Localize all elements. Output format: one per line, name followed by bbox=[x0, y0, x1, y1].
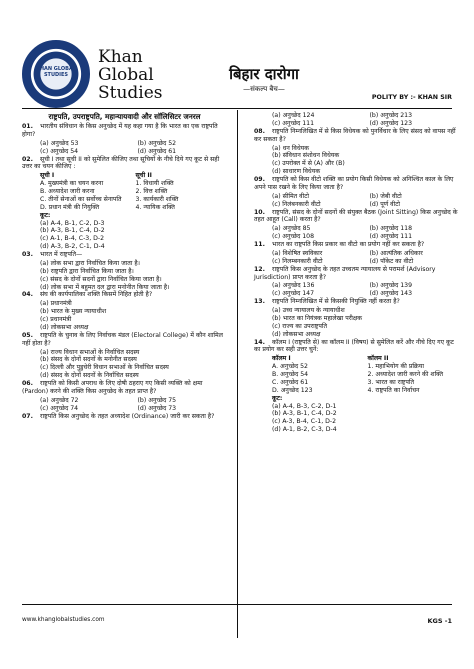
code-option: (d) A-3, B-2, C-1, D-4 bbox=[40, 243, 105, 251]
options-03 bbox=[22, 260, 227, 292]
page-footer bbox=[22, 612, 452, 632]
option: (a) अनुच्छेद 136 bbox=[272, 282, 315, 290]
option: (b) भारत के मुख्य न्यायाधीश bbox=[40, 308, 107, 316]
column-head: कॉलम I bbox=[272, 355, 291, 363]
column-head: सूची I bbox=[40, 172, 55, 180]
brand-name bbox=[98, 48, 163, 102]
option: (d) संसद के दोनों सदनों के निर्वाचित सदस्य bbox=[40, 372, 139, 380]
option: (c) निलंबनकारी वीटो bbox=[272, 200, 321, 208]
option: (a) अनुच्छेद 85 bbox=[272, 225, 311, 233]
column-head: कॉलम II bbox=[367, 355, 389, 363]
brand-line: Khan bbox=[98, 47, 143, 67]
option: (a) प्रधानमंत्री bbox=[40, 300, 72, 308]
match-item: B. अनुच्छेद 54 bbox=[272, 371, 309, 378]
match-item: C. अनुच्छेद 61 bbox=[272, 378, 309, 386]
option: (b) संविधान संशोधन विधेयक bbox=[272, 152, 340, 160]
option: (a) सीमित वीटो bbox=[272, 192, 309, 200]
question-03: 03. भारत में राष्ट्रपति— bbox=[22, 251, 83, 258]
option: (a) राज्य विधान सभाओं के निर्वाचित सदस्य bbox=[40, 348, 140, 356]
code-option: (a) A-4, B-3, C-2, D-1 bbox=[272, 402, 337, 410]
options-01 bbox=[22, 140, 227, 156]
option: (c) राज्य का उपराष्ट्रपति bbox=[272, 322, 328, 330]
match-item: 4. न्यायिक शक्ति bbox=[135, 203, 175, 211]
match-item: A. मुख्यमंत्री का चयन करना bbox=[40, 180, 104, 188]
question-01: 01. भारतीय संविधान के किस अनुच्छेद में यह कहा गया है कि भारत का एक राष्ट्रपति होगा? bbox=[22, 123, 218, 138]
question-14: 14. कॉलम I (राष्ट्रपति से) का कॉलम II (विषय) से सुमेलित करें और नीचे दिए गए कूट का प्रयोग कर सही उत्तर चुनें: bbox=[254, 338, 454, 354]
option: (d) अनुच्छेद 123 bbox=[369, 119, 413, 127]
option: (a) उच्च न्यायालय के न्यायाधीश bbox=[272, 307, 345, 314]
option: (b) अनुच्छेद 75 bbox=[137, 396, 177, 404]
option: (c) उपरोक्त में से (A) और (B) bbox=[272, 160, 345, 168]
option: (c) अनुच्छेद 74 bbox=[40, 404, 79, 412]
option: (d) अनुच्छेद 61 bbox=[137, 147, 177, 155]
section-heading: राष्ट्रपति, उपराष्ट्रपति, महान्यायवादी और सॉलिसिटर जनरल bbox=[48, 112, 201, 121]
code-option: (a) A-4, B-1, C-2, D-3 bbox=[40, 219, 105, 227]
options-09 bbox=[254, 193, 459, 209]
match-table-14 bbox=[254, 355, 459, 394]
option: (d) लोकसभा अध्यक्ष bbox=[40, 323, 89, 331]
match-item: D. प्रधान मंत्री की नियुक्ति bbox=[40, 203, 100, 211]
options-08 bbox=[254, 145, 459, 177]
question-06: 06. राष्ट्रपति को किसी अपराध के लिए दोषी ठहराए गए किसी व्यक्ति को क्षमा (Pardon) करने की शक्ति किस अनुच्छेद के तहत प्राप्त है? bbox=[22, 380, 203, 395]
option: (c) दिल्ली और पुडुचेरी विधान सभाओं के निर्वाचित सदस्य bbox=[40, 364, 169, 372]
header-rule bbox=[22, 108, 452, 109]
option: (d) अनुच्छेद 111 bbox=[369, 233, 413, 241]
code-option: (c) A-1, B-4, C-3, D-2 bbox=[40, 235, 105, 243]
match-item: 2. वित्त शक्ति bbox=[135, 188, 168, 195]
option: (d) पॉकेट का वीटो bbox=[369, 257, 414, 265]
code-option: (b) A-3, B-1, C-4, D-2 bbox=[272, 410, 337, 418]
options-05 bbox=[22, 349, 227, 381]
document-title: बिहार दारोगा bbox=[229, 65, 299, 83]
codes-label: कूट: bbox=[272, 394, 283, 402]
code-option: (c) A-3, B-4, C-1, D-2 bbox=[272, 418, 337, 426]
option: (c) अनुच्छेद 108 bbox=[272, 233, 315, 241]
match-item: 3. भारत का राष्ट्रपति bbox=[367, 378, 415, 386]
question-10: 10. राष्ट्रपति, संसद के दोनों सदनों की संयुक्त बैठक (Joint Sitting) किस अनुच्छेद के तहत आहूत (Call) करता है? bbox=[254, 208, 458, 224]
match-item: A. अनुच्छेद 52 bbox=[272, 363, 308, 371]
option: (c) निलम्बनकारी वीटो bbox=[272, 257, 323, 265]
question-08: 08. राष्ट्रपति निम्नलिखित में से किस विधेयक को पुनर्विचार के लिए संसद को वापस नहीं कर सकता है? bbox=[254, 127, 456, 143]
option: (b) भारत का नियंत्रक महालेखा परीक्षक bbox=[272, 314, 363, 322]
option: (d) लोक सभा में बहुमत दल द्वारा मनोनीत किया जाता है। bbox=[40, 283, 170, 291]
option: (c) प्रधानमंत्री bbox=[40, 316, 72, 323]
codes-02 bbox=[22, 212, 227, 251]
code-option: (d) A-1, B-2, C-3, D-4 bbox=[272, 426, 337, 434]
question-11: 11. भारत का राष्ट्रपति किस प्रकार का वीटो का प्रयोग नहीं कर सकता है? bbox=[254, 241, 425, 248]
question-09: 09. राष्ट्रपति को किस वीटो शक्ति का प्रयोग किसी विधेयक को अनिश्चित काल के लिए अपने पास रखने के लिए किया जाता है? bbox=[254, 176, 454, 191]
option: (a) धन विधेयक bbox=[272, 144, 309, 152]
match-item: 1. विधायी शक्ति bbox=[135, 180, 174, 188]
option: (b) अनुच्छेद 139 bbox=[369, 282, 413, 290]
options-04 bbox=[22, 300, 227, 332]
question-04: 04. संघ की कार्यपालिका शक्ति किसमें निहित होती है? bbox=[22, 291, 153, 299]
subject-tag: POLITY BY :- KHAN SIR bbox=[371, 94, 452, 101]
option: (b) अनुच्छेद 52 bbox=[137, 139, 177, 147]
right-column bbox=[254, 112, 459, 434]
option: (d) अनुच्छेद 73 bbox=[137, 404, 177, 412]
option: (a) अनुच्छेद 124 bbox=[272, 112, 315, 119]
options-10 bbox=[254, 225, 459, 241]
match-item: 2. अध्यादेश जारी करने की शक्ति bbox=[367, 371, 444, 378]
match-item: 1. महाभियोग की प्रक्रिया bbox=[367, 363, 424, 371]
option: (c) अनुच्छेद 147 bbox=[272, 290, 315, 298]
option: (b) आत्यंतिक अधिकार bbox=[369, 249, 423, 257]
brand-line: Global bbox=[98, 65, 154, 85]
options-06 bbox=[22, 397, 227, 413]
option: (c) अनुच्छेद 111 bbox=[272, 119, 315, 127]
match-item: B. अध्यादेश जारी करना bbox=[40, 188, 95, 195]
website-url: www.khanglobalstudies.com bbox=[22, 617, 105, 623]
options-07 bbox=[254, 112, 459, 128]
option: (d) पूर्ण वीटो bbox=[369, 200, 400, 208]
brand-line: Studies bbox=[98, 83, 163, 103]
option: (a) अनुच्छेद 72 bbox=[40, 396, 79, 404]
question-13: 13. राष्ट्रपति निम्नलिखित में से किसकी नियुक्ति नहीं करता है? bbox=[254, 298, 400, 306]
option: (b) राष्ट्रपति द्वारा निर्वाचित किया जाता है। bbox=[40, 267, 134, 275]
question-12: 12. राष्ट्रपति किस अनुच्छेद के तहत उच्चतम न्यायालय से परामर्श (Advisory Jurisdiction) प्राप्त करता है? bbox=[254, 265, 436, 281]
match-item: 3. कार्यकारी शक्ति bbox=[135, 195, 179, 203]
codes-label: कूट: bbox=[40, 211, 51, 219]
left-column bbox=[22, 112, 227, 421]
code-option: (b) A-3, B-1, C-4, D-2 bbox=[40, 227, 105, 235]
option: (b) अनुच्छेद 213 bbox=[369, 112, 413, 119]
option: (c) संसद के दोनों सदनों द्वारा निर्वाचित किया जाता है। bbox=[40, 275, 162, 283]
codes-14 bbox=[254, 395, 459, 434]
option: (d) अनुच्छेद 143 bbox=[369, 290, 413, 298]
khan-global-logo: KHAN GLOBAL STUDIES bbox=[22, 40, 90, 108]
option: (a) विशेषित स्वविकार bbox=[272, 249, 323, 257]
option: (c) अनुच्छेद 54 bbox=[40, 147, 79, 155]
document-subtitle: —संकल्प बैच— bbox=[243, 85, 285, 93]
options-11 bbox=[254, 250, 459, 266]
column-head: सूची II bbox=[135, 172, 152, 180]
option: (b) जेबी वीटो bbox=[369, 192, 402, 200]
match-item: 4. राष्ट्रपति का निर्वाचन bbox=[367, 386, 420, 394]
match-item: C. तीनों सेनाओं का सर्वोच्च सेनापति bbox=[40, 195, 122, 203]
footer-rule bbox=[22, 604, 452, 605]
match-item: D. अनुच्छेद 123 bbox=[272, 386, 313, 394]
question-07: 07. राष्ट्रपति किस अनुच्छेद के तहत अध्यादेश (Ordinance) जारी कर सकता है? bbox=[22, 412, 215, 420]
page-header bbox=[22, 40, 452, 110]
option: (d) लोकसभा अध्यक्ष bbox=[272, 330, 321, 338]
option: (b) संसद के दोनों सदनों के मनोनीत सदस्य bbox=[40, 356, 137, 364]
options-12 bbox=[254, 282, 459, 298]
question-05: 05. राष्ट्रपति के चुनाव के लिए निर्वाचक मंडल (Electoral College) में कौन शामिल नहीं होता है? bbox=[22, 331, 223, 347]
question-02: 02. सूची I तथा सूची II को सुमेलित कीजिए तथा सूचियों के नीचे दिये गए कूट से सही उत्तर का चयन कीजिए : bbox=[22, 155, 220, 171]
option: (a) लोक सभा द्वारा निर्वाचित किया जाता है। bbox=[40, 259, 141, 267]
match-table-02 bbox=[22, 172, 227, 211]
option: (b) अनुच्छेद 118 bbox=[369, 225, 413, 233]
option: (a) अनुच्छेद 53 bbox=[40, 139, 79, 147]
page-number: KGS -1 bbox=[427, 617, 452, 625]
options-13 bbox=[254, 307, 459, 339]
column-divider bbox=[237, 110, 238, 638]
option: (d) साधारण विधेयक bbox=[272, 168, 321, 176]
